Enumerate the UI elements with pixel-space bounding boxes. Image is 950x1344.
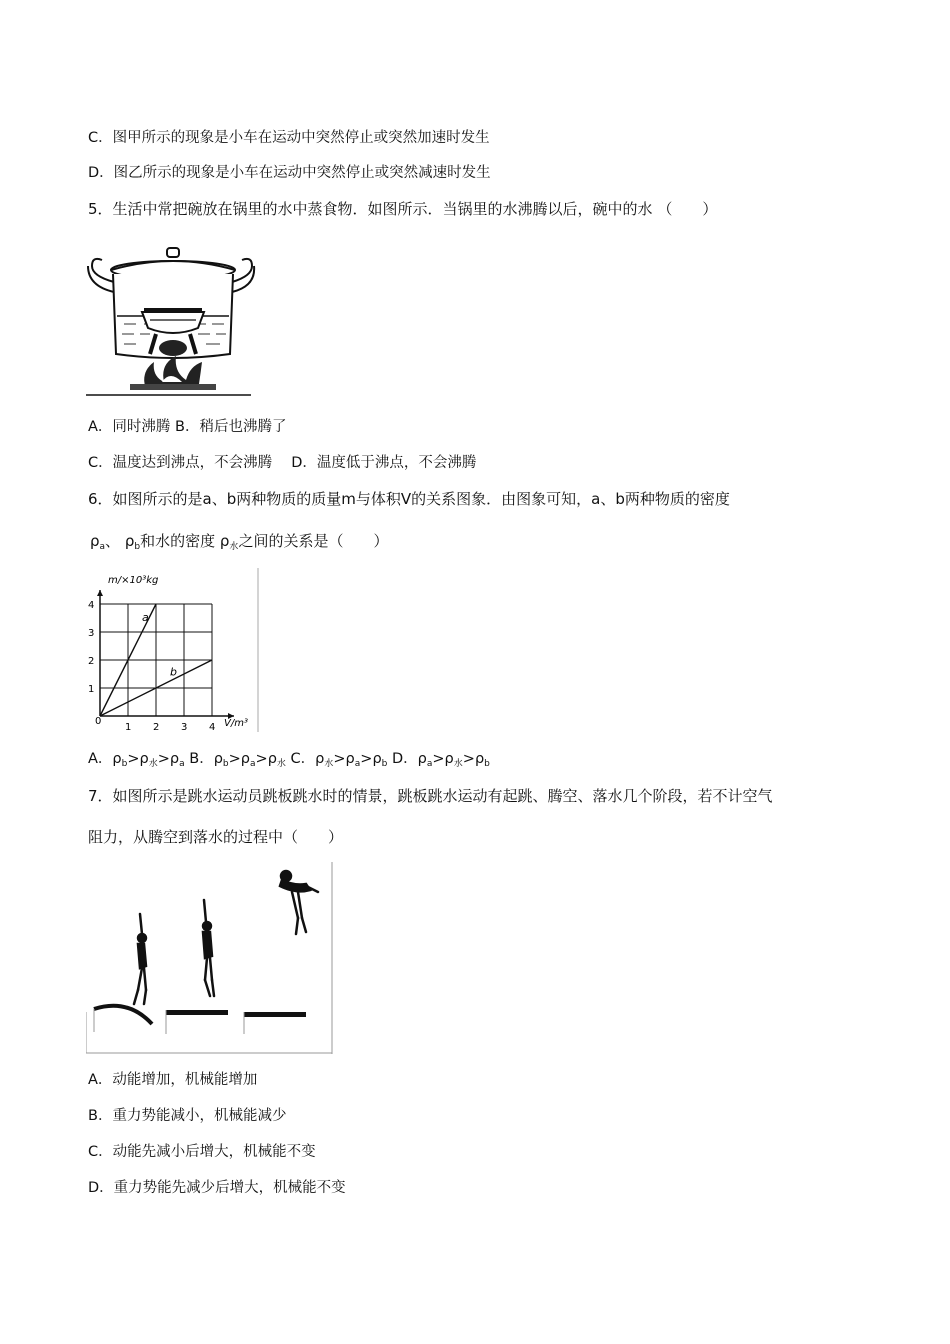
y-tick-label: 3 xyxy=(88,628,95,639)
steamer-pot-figure xyxy=(86,242,256,397)
q6-options xyxy=(88,749,490,774)
q5-options-ab: A．同时沸腾 B．稍后也沸腾了 xyxy=(88,419,287,435)
q6-stem-line2: $\rho_a$、 $\rho_b$和水的密度 $\rho_水$之间的关系是（ ） xyxy=(90,532,389,552)
q6-stem-line1: 6．如图所示的是a、b两种物质的质量m与体积V的关系图象．由图象可知，a、b两种物质的密度 xyxy=(88,490,730,508)
q5-stem: 5．生活中常把碗放在锅里的水中蒸食物．如图所示．当锅里的水沸腾以后，碗中的水 （ ） xyxy=(88,200,718,218)
q6-option-c: C．$\rho_水>\rho_a>\rho_b$ xyxy=(290,751,388,769)
y-axis-arrow xyxy=(97,590,103,596)
series-label-a: a xyxy=(142,610,149,624)
x-tick-label: 1 xyxy=(125,722,132,733)
q7-option-b: B．重力势能减小，机械能减少 xyxy=(88,1108,287,1124)
origin-label: 0 xyxy=(95,716,102,727)
x-tick-label: 3 xyxy=(181,722,188,733)
y-tick-label: 2 xyxy=(88,656,95,667)
q6-option-a: A．$\rho_b>\rho_水>\rho_a$ xyxy=(88,751,185,769)
y-axis-label: m/×10³kg xyxy=(108,575,159,586)
diving-figure xyxy=(86,862,334,1056)
q7-option-d: D．重力势能先减少后增大，机械能不变 xyxy=(88,1180,346,1196)
series-label-b: b xyxy=(170,665,177,679)
q7-stem-line1: 7．如图所示是跳水运动员跳板跳水时的情景，跳板跳水运动有起跳、腾空、落水几个阶段，若不计空气 xyxy=(88,787,773,805)
y-tick-label: 4 xyxy=(88,600,95,611)
q7-option-c: C．动能先减小后增大，机械能不变 xyxy=(88,1144,316,1160)
x-tick-label: 4 xyxy=(209,722,216,733)
mass-volume-graph xyxy=(84,568,262,734)
x-tick-label: 2 xyxy=(153,722,160,733)
q7-stem-line2: 阻力，从腾空到落水的过程中（ ） xyxy=(88,828,344,846)
q6-option-d: D．$\rho_a>\rho_水>\rho_b$ xyxy=(391,751,490,769)
q6-option-b: B．$\rho_b>\rho_a>\rho_水$ xyxy=(189,751,286,769)
q4-option-d: D．图乙所示的现象是小车在运动中突然停止或突然减速时发生 xyxy=(88,165,491,181)
q7-option-a: A．动能增加，机械能增加 xyxy=(88,1072,258,1088)
q4-option-c: C．图甲所示的现象是小车在运动中突然停止或突然加速时发生 xyxy=(88,130,490,146)
x-axis-label: V/m³ xyxy=(224,718,248,729)
y-tick-label: 1 xyxy=(88,684,95,695)
q5-options-cd: C．温度达到沸点，不会沸腾 D．温度低于沸点，不会沸腾 xyxy=(88,455,477,471)
